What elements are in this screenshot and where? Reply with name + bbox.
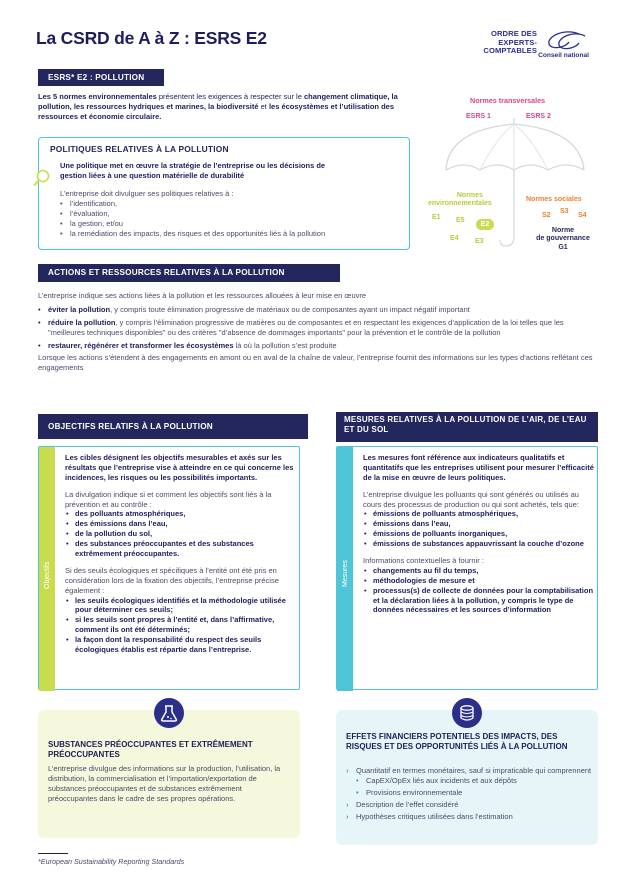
list-item: [38, 305, 596, 315]
list-item: [38, 318, 596, 338]
env-code-e2: E2: [476, 219, 494, 230]
esrs2-label: ESRS 2: [526, 113, 551, 120]
env-code-e3: E3: [475, 238, 484, 245]
objectifs-side-label: Objectifs: [44, 561, 51, 589]
social-code-s4: S4: [578, 212, 587, 219]
env-title-line2: environnementales: [428, 200, 492, 208]
actions-list: [38, 305, 596, 351]
transversal-title: Normes transversales: [470, 96, 546, 105]
esrs-banner: ESRS* E2 : POLLUTION: [38, 69, 164, 86]
list-item: • la façon dont la responsabilité du respect des seuils écologiques établis est répartie dans l’entreprise.: [65, 635, 297, 655]
gov-title-line1: Norme: [551, 227, 575, 234]
mesures-content: [363, 453, 595, 615]
intro-text1: présentent les exigences à respecter sur le: [156, 92, 304, 101]
effets-sublist: [356, 776, 592, 798]
gov-title: [532, 227, 594, 252]
logo-line1: ORDRE DES: [490, 29, 537, 38]
social-title: Normes sociales: [526, 196, 582, 203]
list-item: • des substances préoccupantes et des substances extrêmement préoccupantes.: [65, 539, 297, 559]
env-title-line1: Normes: [456, 192, 483, 199]
list-item: • les seuils écologiques identifiés et la méthodologie utilisée pour déterminer ces seuils;: [65, 596, 297, 616]
intro-lead: Les 5 normes environnementales: [38, 92, 157, 101]
effets-list: [346, 766, 592, 821]
footnote-rule: [38, 853, 68, 854]
mesures-panel: [336, 446, 598, 690]
objectifs-list2: [65, 596, 297, 655]
list-item: › Description de l’effet considéré: [346, 800, 592, 810]
logo: [445, 28, 595, 62]
umbrella-diagram: [416, 88, 606, 263]
esrs1-label: ESRS 1: [466, 113, 491, 120]
actions-outro: Lorsque les actions s’étendent à des engagements en amont ou en aval de la chaîne de valeur, l’entreprise fournit des informations sur les types d’actions reflétant ces engagements: [38, 353, 593, 373]
objectifs-lead: Les cibles désignent les objectifs mesurables et axés sur les résultats que l’entreprise vise à atteindre en ce qui concerne les incidences, les risques ou les possibilités importants.: [65, 453, 294, 482]
list-item: • méthodologies de mesure et: [363, 576, 595, 586]
list-item: • émissions dans l’eau,: [363, 519, 595, 529]
action-bold: éviter la pollution: [48, 304, 111, 314]
env-code-e1: E1: [432, 214, 441, 221]
action-text: là où la pollution s’est produite: [233, 340, 337, 350]
mesures-banner: MESURES RELATIVES À LA POLLUTION DE L’AIR, DE L’EAU ET DU SOL: [336, 412, 598, 442]
list-item: • si les seuils sont propres à l’entité et, dans l’affirmative, comment ils ont été déterminés;: [65, 615, 297, 635]
action-text: , y compris toute élimination progressive de matériaux ou de composantes ayant un impact négatif important: [110, 304, 470, 314]
mesures-p2: Informations contextuelles à fournir :: [363, 556, 484, 566]
intro-topics2: les écosystèmes et l’utilisation des ressources et économie circulaire.: [38, 101, 394, 121]
objectifs-content: [65, 453, 297, 655]
politiques-body: [60, 189, 400, 238]
politiques-list: [60, 199, 400, 239]
intro-topics1: changement climatique, la pollution, les ressources hydriques et marines, la biodiversité: [38, 92, 398, 111]
mesures-list2: [363, 566, 595, 615]
coins-icon: [452, 698, 482, 728]
footnote: *European Sustainability Reporting Standards: [38, 857, 185, 866]
list-item: • la gestion, et/ou: [60, 219, 400, 229]
action-bold: restaurer, régénérer et transformer les écosystèmes: [48, 340, 234, 350]
intro-text2: et: [258, 101, 269, 111]
list-item: • des émissions dans l’eau,: [65, 519, 297, 529]
objectifs-list1: [65, 509, 297, 558]
objectifs-side-bar: [39, 447, 55, 691]
action-bold: réduire la pollution: [48, 317, 116, 327]
mesures-list1: [363, 509, 595, 549]
intro-paragraph: [38, 92, 398, 122]
list-item: • processus(s) de collecte de données pour la comptabilisation et la déclaration liées à la pollution, y compris le type de données nécessaires et les sources d’information: [363, 586, 595, 616]
mesures-side-label: Mesures: [342, 560, 349, 587]
list-item: • Provisions environnementale: [356, 788, 592, 798]
politiques-title: POLITIQUES RELATIVES À LA POLLUTION: [50, 144, 229, 154]
substances-title: SUBSTANCES PRÉOCCUPANTES ET EXTRÊMEMENT PRÉOCCUPANTES: [48, 740, 253, 760]
list-item: • CapEX/OpEx liés aux incidents et aux dépôts: [356, 776, 592, 786]
magnifier-icon: [33, 168, 51, 188]
objectifs-p2: Si des seuils écologiques et spécifiques à l’entité ont été pris en considération lors de la fixation des objectifs, l’entreprise précise également :: [65, 565, 279, 595]
action-text: , y compris l’élimination progressive de matières ou de composantes et en respectant les exigences d’application de la loi telles que les "meilleures techniques disponibles" ou des critères "d’absence de dommages importants" pour la prévention et le contrôle de la pollution: [48, 317, 564, 337]
list-item: • changements au fil du temps,: [363, 566, 595, 576]
list-item: • l’identification,: [60, 199, 400, 209]
substances-box: [38, 710, 300, 838]
actions-banner: ACTIONS ET RESSOURCES RELATIVES À LA POLLUTION: [38, 264, 340, 282]
gov-code: G1: [558, 243, 568, 251]
social-code-s3: S3: [560, 208, 569, 215]
list-item: › Quantitatif en termes monétaires, sauf si impraticable qui comprennent • CapEX/OpEx liés aux incidents et aux dépôts • Provisions environnementale: [346, 766, 592, 798]
objectifs-banner: OBJECTIFS RELATIFS À LA POLLUTION: [38, 414, 308, 439]
list-item: • l’évaluation,: [60, 209, 400, 219]
list-item: • la remédiation des impacts, des risques et des opportunités liés à la pollution: [60, 229, 400, 239]
mesures-p1: L’entreprise divulgue les polluants qui sont générés ou utilisés au cours des processus de production ou qui sont achetés, tels que:: [363, 489, 579, 509]
flask-icon: [154, 698, 184, 728]
effets-title: EFFETS FINANCIERS POTENTIELS DES IMPACTS, DES RISQUES ET DES OPPORTUNITÉS LIÉS À LA POLLUTION: [346, 732, 568, 752]
objectifs-panel: [38, 446, 300, 690]
gov-title-line2: de gouvernance: [536, 235, 590, 243]
list-item: • émissions de polluants atmosphériques,: [363, 509, 595, 519]
logo-line3: Conseil national: [538, 52, 589, 59]
mesures-lead: Les mesures font référence aux indicateurs qualitatifs et quantitatifs que les entreprises utilisent pour mesurer l’efficacité de la mise en œuvre de leurs politiques.: [363, 453, 594, 482]
list-item: • émissions de substances appauvrissant la couche d’ozone: [363, 539, 595, 549]
politiques-lead: Une politique met en œuvre la stratégie de l’entreprise ou les décisions de gestion liées à une question matérielle de durabilité: [60, 161, 326, 180]
objectifs-p1: La divulgation indique si et comment les objectifs sont liés à la prévention et au contrôle :: [65, 489, 272, 509]
env-code-e4: E4: [450, 235, 459, 242]
mesures-side-bar: [337, 447, 353, 691]
actions-body: [38, 291, 596, 377]
social-code-s2: S2: [542, 212, 551, 219]
logo-swirl-icon: [539, 30, 587, 52]
page-title: La CSRD de A à Z : ESRS E2: [36, 28, 267, 48]
list-item: • de la pollution du sol,: [65, 529, 297, 539]
logo-line2: EXPERTS-COMPTABLES: [483, 38, 537, 55]
effets-box: [336, 710, 598, 845]
env-code-e5: E5: [456, 217, 465, 224]
effets-content: [346, 766, 592, 823]
env-title: [428, 192, 492, 208]
list-item: › Hypothèses critiques utilisées dans l’estimation: [346, 812, 592, 822]
list-item: [38, 341, 596, 351]
actions-intro: L’entreprise indique ses actions liées à la pollution et les ressources allouées à leur mise en œuvre: [38, 291, 367, 300]
politiques-intro: L’entreprise doit divulguer ses politiques relatives à :: [60, 189, 234, 198]
list-item: • émissions de polluants inorganiques,: [363, 529, 595, 539]
list-item: • des polluants atmosphériques,: [65, 509, 297, 519]
substances-text: L’entreprise divulgue des informations sur la production, l’utilisation, la distribution, la commercialisation et l’importation/exportation de substances préoccupantes et de substances extrêmement préoccupantes dans le cadre de ses propres opérations.: [48, 764, 281, 803]
